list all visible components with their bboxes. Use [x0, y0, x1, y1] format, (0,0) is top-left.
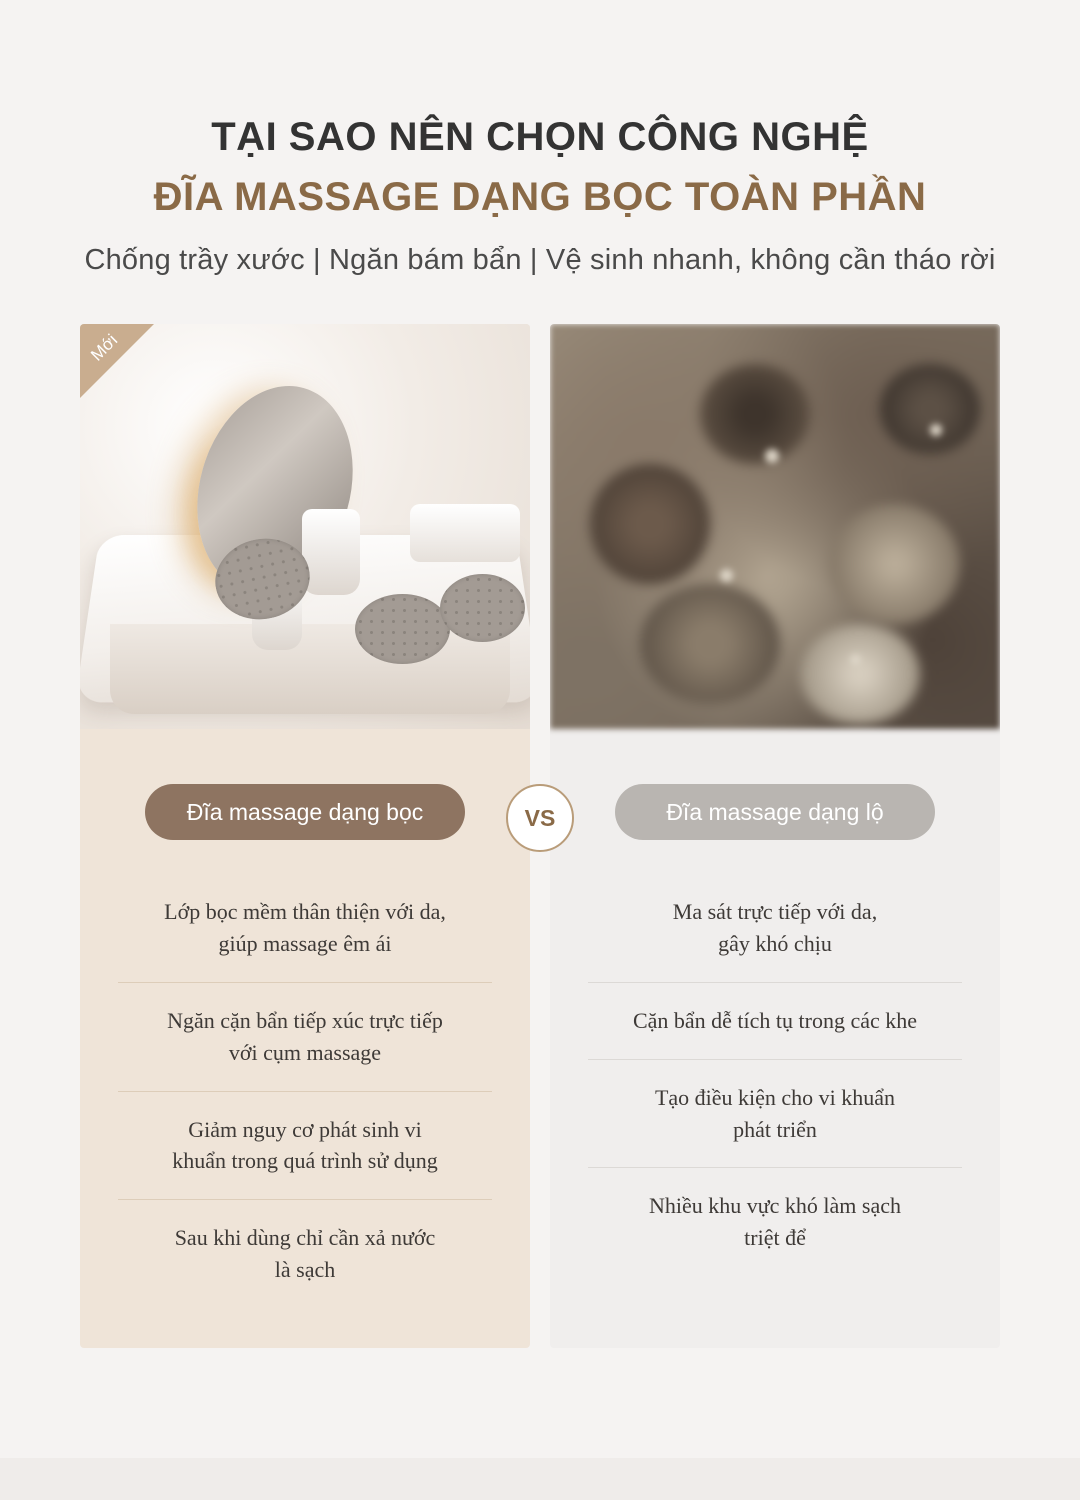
- new-badge-label: Mới: [87, 330, 122, 365]
- dirt-blob: [700, 364, 810, 464]
- highlight-dot: [930, 424, 942, 436]
- product-photo-exposed-disc: [550, 324, 1000, 729]
- comparison-section: [80, 324, 1000, 1348]
- page-subtitle: Chống trầy xước | Ngăn bám bẩn | Vệ sinh nhanh, không cần tháo rời: [84, 244, 996, 276]
- exposed-disc-body: [550, 729, 1000, 1348]
- list-item: Sau khi dùng chỉ cần xả nước là sạch: [118, 1199, 492, 1308]
- dirt-blob: [640, 584, 780, 704]
- brush-accessory-a: [302, 509, 360, 595]
- highlight-dot: [720, 569, 733, 582]
- list-item: Cặn bẩn dễ tích tụ trong các khe: [588, 982, 962, 1059]
- comparison-column-wrapped: [80, 324, 530, 1348]
- list-item: Lớp bọc mềm thân thiện với da, giúp massage êm ái: [164, 899, 446, 956]
- page-title-line2: ĐĨA MASSAGE DẠNG BỌC TOÀN PHẦN: [153, 175, 927, 219]
- dirt-blob: [880, 364, 980, 454]
- new-badge-shape: [80, 324, 154, 398]
- list-item: Tạo điều kiện cho vi khuẩn phát triển: [588, 1059, 962, 1168]
- list-item: Nhiều khu vực khó làm sạch triệt để: [588, 1167, 962, 1276]
- dirt-blob: [830, 504, 960, 624]
- list-item: Giảm nguy cơ phát sinh vi khuẩn trong quá trình sử dụng: [118, 1091, 492, 1200]
- product-photo-wrapped-disc: [80, 324, 530, 729]
- list-item: Ma sát trực tiếp với da, gây khó chịu: [672, 899, 878, 956]
- label-pill-wrapped: Đĩa massage dạng bọc: [145, 784, 465, 840]
- highlight-dot: [765, 449, 779, 463]
- device-base-front: [110, 624, 510, 714]
- feature-list-wrapped: [118, 874, 492, 1308]
- comparison-column-exposed: [550, 324, 1000, 1348]
- label-pill-exposed: Đĩa massage dạng lộ: [615, 784, 935, 840]
- wrapped-disc-body: [80, 729, 530, 1348]
- massage-pad-b: [355, 594, 450, 664]
- massage-pad-c: [440, 574, 525, 642]
- list-item: Ngăn cặn bẩn tiếp xúc trực tiếp với cụm massage: [118, 982, 492, 1091]
- page-title-line1: TẠI SAO NÊN CHỌN CÔNG NGHỆ: [211, 115, 869, 159]
- accessory-block: [410, 504, 520, 562]
- footer-strip: [0, 1458, 1080, 1500]
- dirt-blob: [590, 464, 710, 584]
- feature-list-exposed: [588, 874, 962, 1276]
- dirt-blob: [800, 624, 920, 724]
- vs-badge: VS: [506, 784, 574, 852]
- highlight-dot: [850, 654, 861, 665]
- page-header: [0, 0, 1080, 277]
